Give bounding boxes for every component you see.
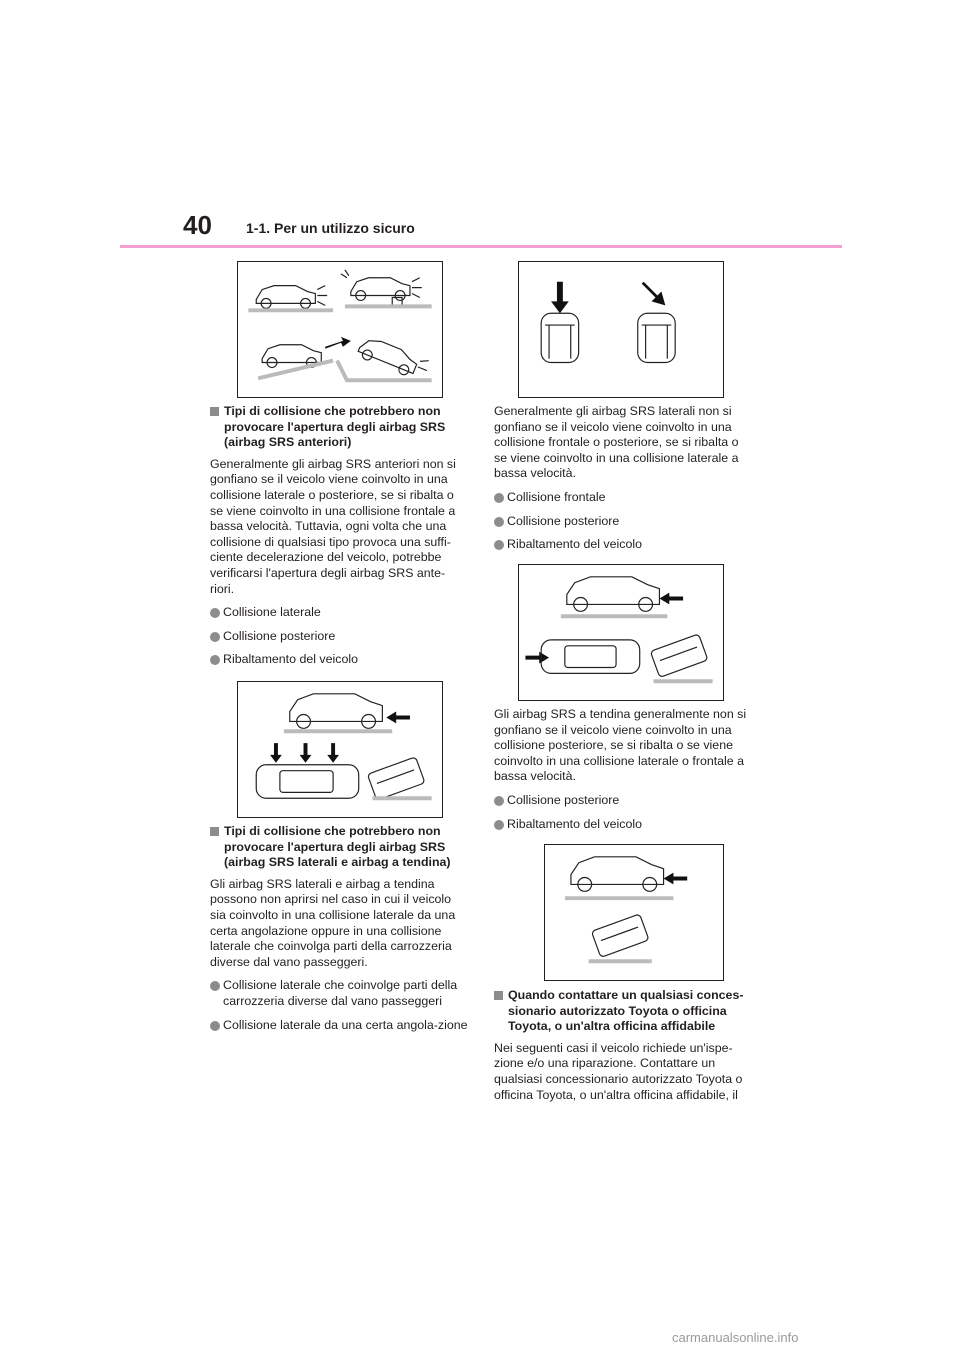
impact-arrow-icon xyxy=(664,873,688,885)
car-side-view-icon xyxy=(290,694,383,728)
impact-arrow-icon xyxy=(642,282,666,306)
list-item: Collisione posteriore xyxy=(494,793,752,809)
round-bullet-icon xyxy=(210,655,220,665)
round-bullet-icon xyxy=(210,632,220,642)
round-bullet-icon xyxy=(210,981,220,991)
header-rule xyxy=(120,245,842,248)
right-column-bottom xyxy=(494,988,752,1111)
left-column-top xyxy=(210,404,468,676)
impact-arrow-icon xyxy=(325,337,351,349)
heading-text: Quando contattare un qualsiasi conces-sionario autorizzato Toyota o officina Toyota, o un'altra officina affidabile xyxy=(508,988,744,1034)
left-column-bottom xyxy=(210,824,468,1041)
figure-curtain-airbag xyxy=(544,844,724,981)
body-paragraph: Nei seguenti casi il veicolo richiede un'ispe-zione e/o una riparazione. Contattare un qualsiasi concessionario autorizzato Toyota o officina Toyota, o un'altra officina affidabile, il xyxy=(494,1040,743,1102)
car-top-view-icon xyxy=(638,313,675,362)
figure-side-airbag-rear xyxy=(518,564,724,701)
list-item: Ribaltamento del veicolo xyxy=(210,652,468,668)
body-paragraph: Gli airbag SRS laterali e airbag a tendina possono non aprirsi nel caso in cui il veicolo sia coinvolto in una collisione laterale da una certa angolazione oppure in una collisione laterale che coinvolga parti della carrozzeria diverse dal vano passeggeri. xyxy=(210,876,456,969)
body-paragraph: Generalmente gli airbag SRS anteriori non si gonfiano se il veicolo viene coinvolto in una collisione laterale o posteriore, se si ribalta o se viene coinvolto in una collisione frontale a bassa velocità. Tuttavia, ogni volta che una collisione di qualsiasi tipo provoca una suffi-ciente decelerazione del veicolo, potrebbe verificarsi l'apertura degli airbag SRS ante-riori. xyxy=(210,456,456,596)
round-bullet-icon xyxy=(494,540,504,550)
figure-non-deploy-frontal xyxy=(237,681,443,818)
square-bullet-icon xyxy=(494,991,503,1000)
list-item: Ribaltamento del veicolo xyxy=(494,537,752,553)
page-number: 40 xyxy=(183,210,212,240)
rollover-car-icon xyxy=(650,634,708,677)
section-heading xyxy=(210,824,468,871)
list-item: Collisione laterale xyxy=(210,605,468,621)
impact-arrow-icon xyxy=(659,593,683,605)
section-title: 1-1. Per un utilizzo sicuro xyxy=(246,220,415,236)
rollover-car-icon xyxy=(367,757,425,800)
impact-arrow-icon xyxy=(551,282,569,314)
list-item: Ribaltamento del veicolo xyxy=(494,817,752,833)
impact-arrow-icon xyxy=(386,712,410,724)
heading-text: Tipi di collisione che potrebbero non provocare l'apertura degli airbag SRS (airbag SRS anteriori) xyxy=(224,404,446,450)
body-paragraph: Gli airbag SRS a tendina generalmente non si gonfiano se il veicolo viene coinvolto in una collisione posteriore, se si ribalta o se viene coinvolto in una collisione laterale o frontale a bassa velocità. xyxy=(494,707,747,784)
round-bullet-icon xyxy=(494,796,504,806)
right-column-top xyxy=(494,404,752,561)
body-paragraph: Generalmente gli airbag SRS laterali non si gonfiano se il veicolo viene coinvolto in una collisione frontale o posteriore, se si ribalta o se viene coinvolto in una collisione laterale a bassa velocità. xyxy=(494,404,739,481)
car-top-view-icon xyxy=(256,765,358,799)
car-side-view-icon xyxy=(356,335,430,383)
list-item: Collisione posteriore xyxy=(210,629,468,645)
impact-arrow-icon xyxy=(270,743,282,763)
round-bullet-icon xyxy=(210,1021,220,1031)
round-bullet-icon xyxy=(494,820,504,830)
round-bullet-icon xyxy=(210,608,220,618)
car-side-view-icon xyxy=(256,286,327,309)
watermark: carmanualsonline.info xyxy=(672,1330,799,1345)
round-bullet-icon xyxy=(494,493,504,503)
section-heading xyxy=(210,404,468,451)
list-item: Collisione posteriore xyxy=(494,514,752,530)
impact-arrow-icon xyxy=(327,743,339,763)
rollover-car-icon xyxy=(591,914,649,957)
square-bullet-icon xyxy=(210,407,219,416)
car-top-view-icon xyxy=(541,313,578,362)
car-side-view-icon xyxy=(571,857,664,891)
impact-arrow-icon xyxy=(300,743,312,763)
heading-text: Tipi di collisione che potrebbero non provocare l'apertura degli airbag SRS (airbag SRS laterali e airbag a tendina) xyxy=(224,824,451,870)
right-column-middle xyxy=(494,707,752,840)
figure-frontal-collision-types xyxy=(237,261,443,398)
list-item: Collisione laterale da una certa angola-zione xyxy=(210,1018,468,1034)
figure-side-airbag-frontal xyxy=(518,261,724,398)
round-bullet-icon xyxy=(494,517,504,527)
square-bullet-icon xyxy=(210,827,219,836)
list-item: Collisione frontale xyxy=(494,490,752,506)
car-side-view-icon xyxy=(567,577,660,611)
car-side-view-icon xyxy=(341,270,422,307)
section-heading xyxy=(494,988,752,1035)
car-top-view-icon xyxy=(541,640,640,674)
impact-arrow-icon xyxy=(525,652,549,664)
list-item: Collisione laterale che coinvolge parti della carrozzeria diverse dal vano passeggeri xyxy=(210,978,468,1009)
